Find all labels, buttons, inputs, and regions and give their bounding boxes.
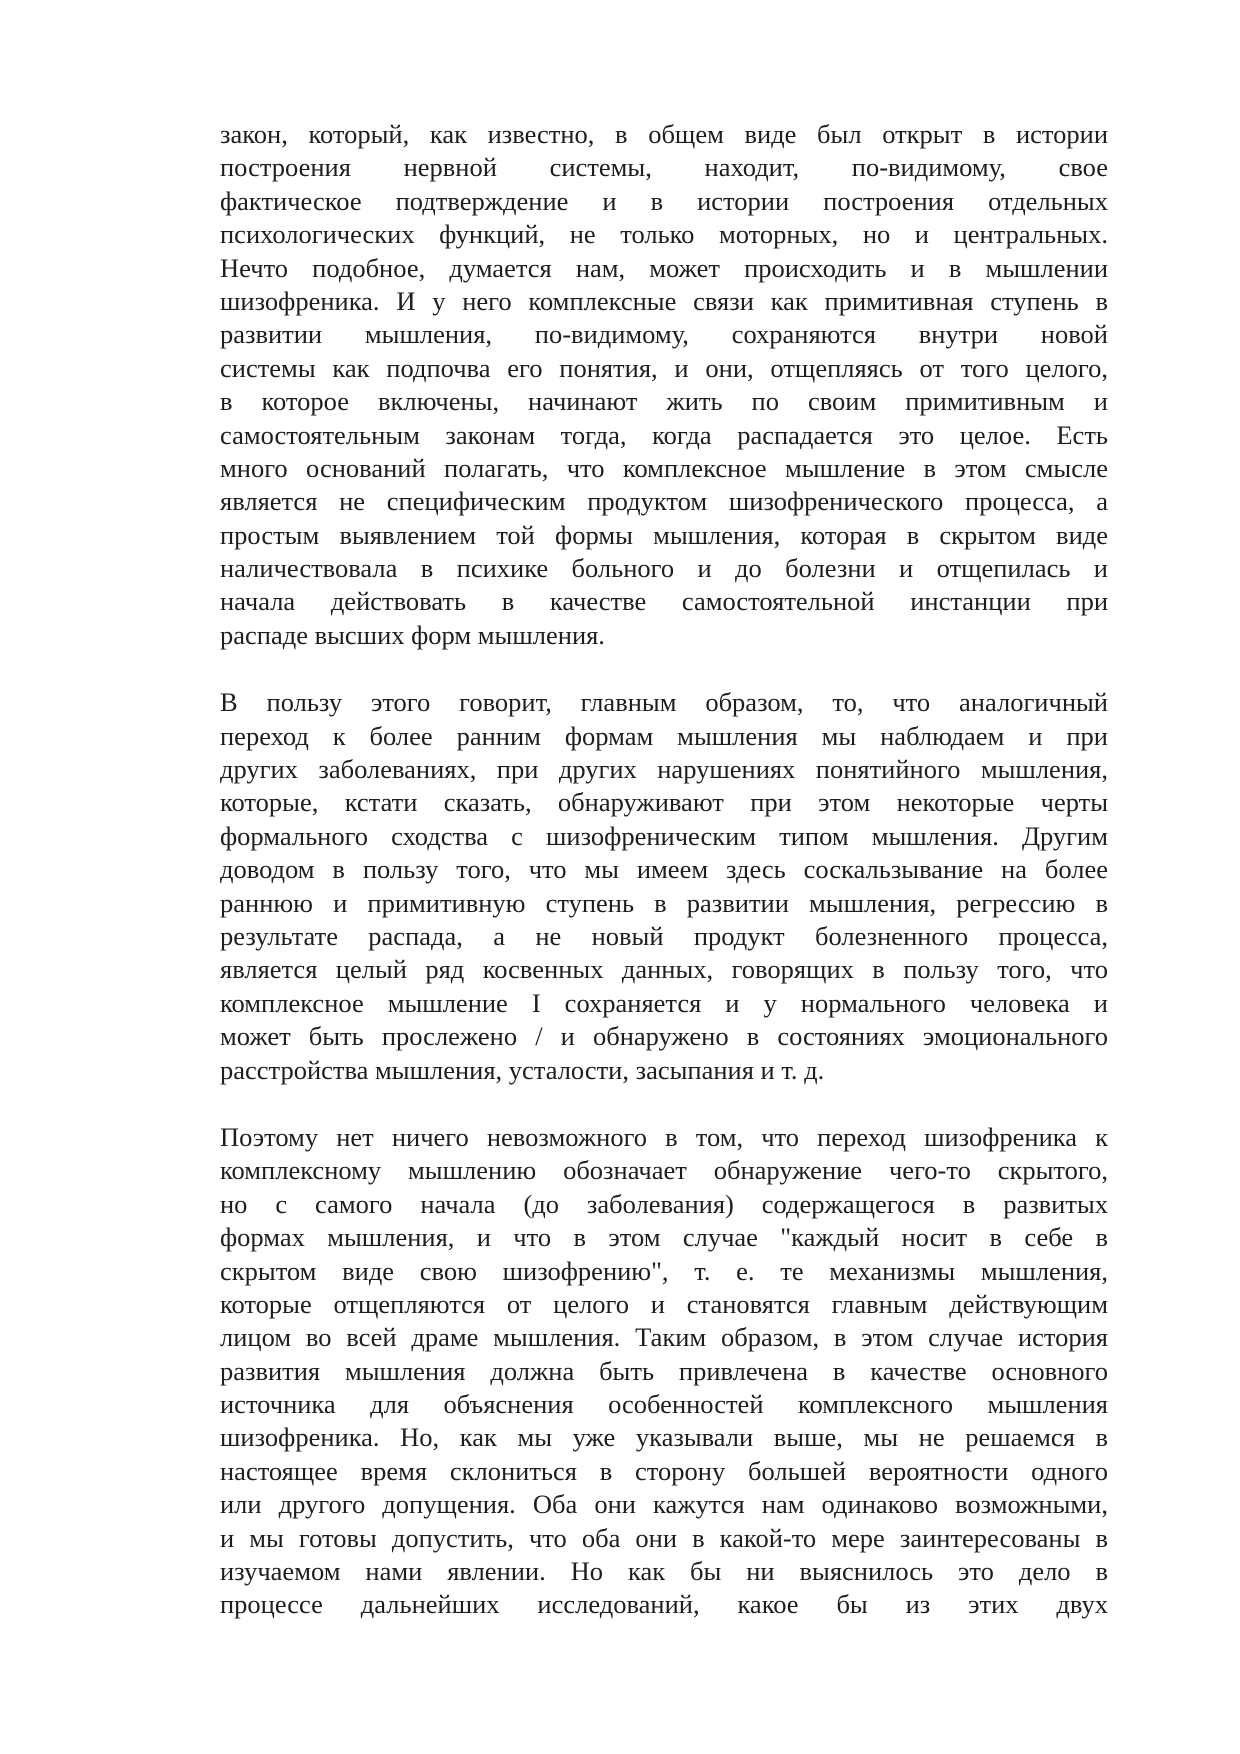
text-line: психологических функций, не только моторных, но и центральных. (220, 219, 1108, 250)
paragraph-3 (220, 1121, 1108, 1622)
text-line: но с самого начала (до заболевания) содержащегося в развитых (220, 1188, 1108, 1219)
text-line: Поэтому нет ничего невозможного в том, что переход шизофреника к (220, 1121, 1108, 1152)
text-line: расстройства мышления, усталости, засыпания и т. д. (220, 1054, 825, 1085)
paragraph-spacer (220, 1087, 1108, 1121)
text-line: начала действовать в качестве самостоятельной инстанции при (220, 586, 1108, 617)
text-line: раннюю и примитивную ступень в развитии мышления, регрессию в (220, 887, 1108, 918)
text-line: построения нервной системы, находит, по-видимому, свое (220, 152, 1108, 183)
text-line: шизофреника. И у него комплексные связи как примитивная ступень в (220, 285, 1108, 316)
text-line: простым выявлением той формы мышления, которая в скрытом виде (220, 519, 1108, 550)
text-line: в которое включены, начинают жить по своим примитивным и (220, 386, 1108, 417)
paragraph-spacer (220, 652, 1108, 686)
text-line: формального сходства с шизофреническим типом мышления. Другим (220, 820, 1108, 851)
text-line: и мы готовы допустить, что оба они в какой-то мере заинтересованы в (220, 1522, 1108, 1553)
text-line: переход к более ранним формам мышления мы наблюдаем и при (220, 720, 1108, 751)
text-line: Нечто подобное, думается нам, может происходить и в мышлении (220, 252, 1108, 283)
text-line: комплексному мышлению обозначает обнаружение чего-то скрытого, (220, 1155, 1108, 1186)
body-text (220, 118, 1108, 1622)
text-line: является целый ряд косвенных данных, говорящих в пользу того, что (220, 954, 1108, 985)
text-line: развитии мышления, по-видимому, сохраняются внутри новой (220, 319, 1108, 350)
text-line: которые, кстати сказать, обнаруживают при этом некоторые черты (220, 787, 1108, 818)
text-line: В пользу этого говорит, главным образом, то, что аналогичный (220, 687, 1108, 718)
text-line: настоящее время склониться в сторону большей вероятности одного (220, 1455, 1108, 1486)
text-line: изучаемом нами явлении. Но как бы ни выяснилось это дело в (220, 1556, 1108, 1587)
text-line: распаде высших форм мышления. (220, 619, 605, 650)
text-line: других заболеваниях, при других нарушениях понятийного мышления, (220, 754, 1108, 785)
paragraph-1 (220, 118, 1108, 652)
text-line: может быть прослежено / и обнаружено в состояниях эмоционального (220, 1021, 1108, 1052)
text-line: доводом в пользу того, что мы имеем здесь соскальзывание на более (220, 854, 1108, 885)
text-line: комплексное мышление I сохраняется и у нормального человека и (220, 987, 1108, 1018)
text-line: которые отщепляются от целого и становятся главным действующим (220, 1288, 1108, 1319)
paragraph-2 (220, 686, 1108, 1087)
text-line: системы как подпочва его понятия, и они, отщепляясь от того целого, (220, 352, 1108, 383)
text-line: много оснований полагать, что комплексное мышление в этом смысле (220, 452, 1108, 483)
text-line: лицом во всей драме мышления. Таким образом, в этом случае история (220, 1322, 1108, 1353)
text-line: источника для объяснения особенностей комплексного мышления (220, 1389, 1108, 1420)
text-line: наличествовала в психике больного и до болезни и отщепилась и (220, 553, 1108, 584)
text-line: скрытом виде свою шизофрению", т. е. те механизмы мышления, (220, 1255, 1108, 1286)
text-line: результате распада, а не новый продукт болезненного процесса, (220, 920, 1108, 951)
text-line: фактическое подтверждение и в истории построения отдельных (220, 185, 1108, 216)
text-line: самостоятельным законам тогда, когда распадается это целое. Есть (220, 419, 1108, 450)
text-line: развития мышления должна быть привлечена в качестве основного (220, 1355, 1108, 1386)
text-line: процессе дальнейших исследований, какое бы из этих двух (220, 1589, 1108, 1620)
text-line: формах мышления, и что в этом случае "каждый носит в себе в (220, 1222, 1108, 1253)
text-line: или другого допущения. Оба они кажутся нам одинаково возможными, (220, 1489, 1108, 1520)
text-line: закон, который, как известно, в общем виде был открыт в истории (220, 119, 1108, 149)
text-line: является не специфическим продуктом шизофренического процесса, а (220, 486, 1108, 517)
text-line: шизофреника. Но, как мы уже указывали выше, мы не решаемся в (220, 1422, 1108, 1453)
